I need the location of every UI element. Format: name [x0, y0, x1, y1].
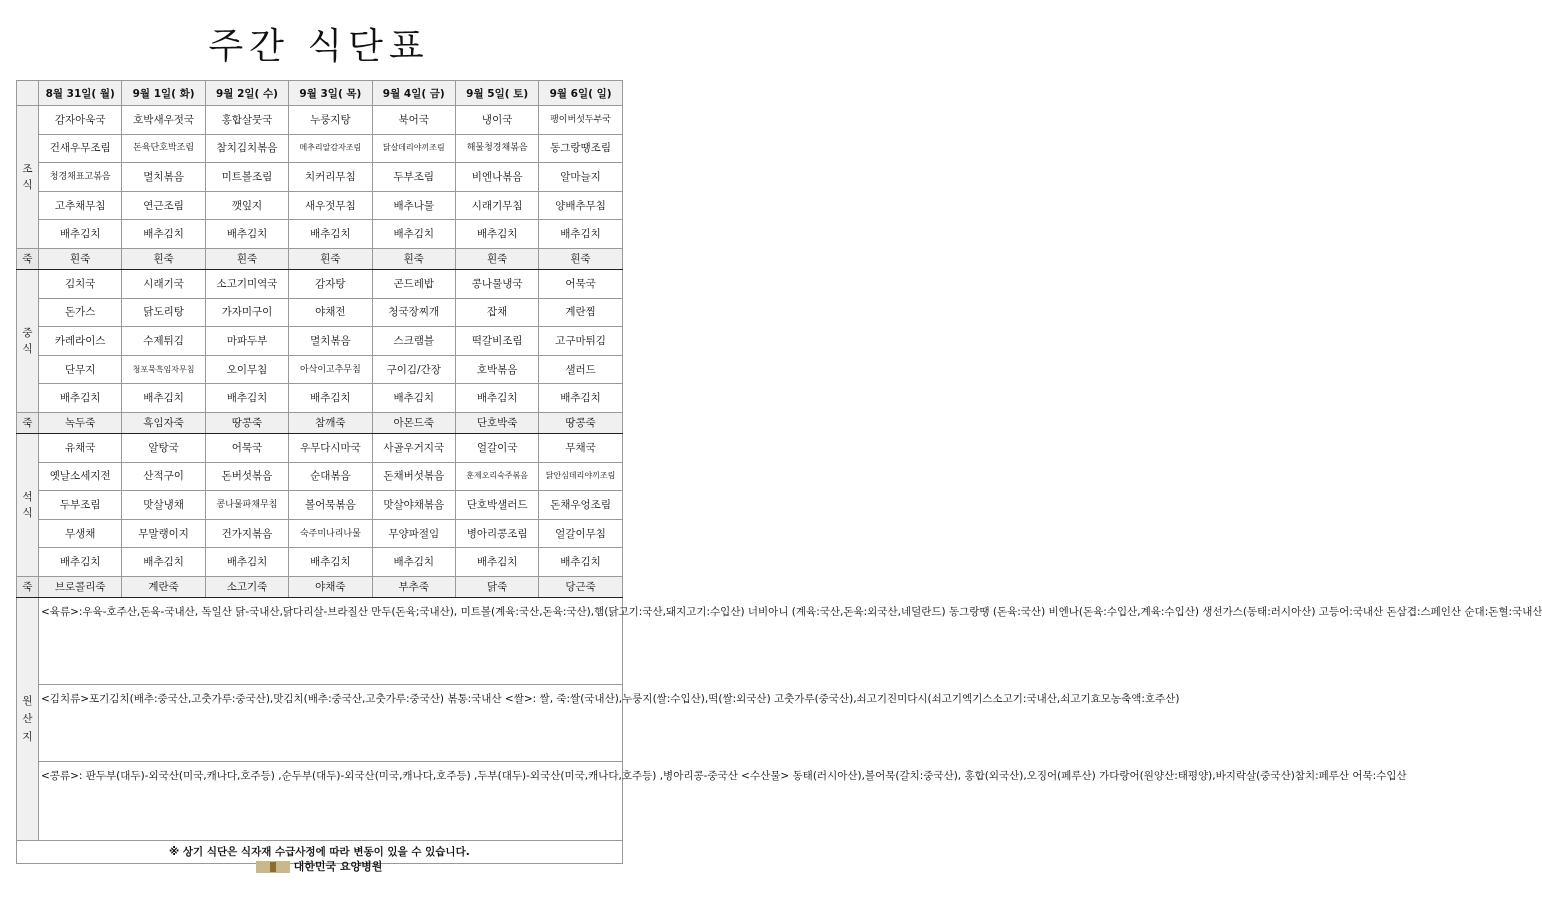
dinner-label: 석 식 [17, 433, 39, 576]
menu-item: 아삭이고추무침 [289, 355, 372, 384]
menu-item: 무말랭이지 [122, 519, 205, 548]
menu-item: 해물청경채볶음 [455, 134, 538, 163]
menu-item: 어묵국 [205, 433, 288, 462]
menu-item: 알마늘지 [539, 163, 622, 192]
menu-item: 고구마튀김 [539, 327, 622, 356]
day-header: 9월 5일( 토) [455, 81, 538, 106]
origin-label: 원 산 지 [17, 597, 39, 840]
menu-item: 배추김치 [289, 220, 372, 249]
menu-item: 샐러드 [539, 355, 622, 384]
menu-item: 깻잎지 [205, 191, 288, 220]
weekly-menu-table [16, 80, 1542, 864]
day-header: 9월 3일( 목) [289, 81, 372, 106]
menu-item: 호박볶음 [455, 355, 538, 384]
menu-item: 시래기국 [122, 269, 205, 298]
dinner-row [17, 462, 623, 491]
menu-item: 두부조림 [372, 163, 455, 192]
menu-item: 홍합살뭇국 [205, 106, 288, 135]
menu-item: 배추김치 [539, 548, 622, 577]
porridge-item: 야채죽 [289, 576, 372, 597]
menu-item: 감자아욱국 [39, 106, 122, 135]
origin-info [39, 597, 1542, 840]
menu-item: 배추김치 [372, 220, 455, 249]
menu-item: 무양파절임 [372, 519, 455, 548]
porridge-item: 브로콜리죽 [39, 576, 122, 597]
porridge-label: 죽 [17, 412, 39, 433]
menu-item: 닭안심데리야끼조림 [539, 462, 622, 491]
porridge-item: 흑임자죽 [122, 412, 205, 433]
breakfast-row [17, 106, 623, 135]
lunch-row [17, 269, 623, 298]
menu-item: 옛날소세지전 [39, 462, 122, 491]
menu-item: 배추김치 [39, 220, 122, 249]
menu-item: 김치국 [39, 269, 122, 298]
menu-item: 사골우거지국 [372, 433, 455, 462]
menu-item: 배추김치 [205, 384, 288, 413]
menu-item: 계란찜 [539, 298, 622, 327]
menu-item: 소고기미역국 [205, 269, 288, 298]
menu-item: 돈육단호박조림 [122, 134, 205, 163]
menu-item: 병아리콩조림 [455, 519, 538, 548]
menu-item: 배추김치 [122, 548, 205, 577]
menu-item: 호박새우젓국 [122, 106, 205, 135]
menu-item: 얼갈이국 [455, 433, 538, 462]
lunch-label: 중 식 [17, 269, 39, 412]
menu-item: 돈가스 [39, 298, 122, 327]
porridge-item: 아몬드죽 [372, 412, 455, 433]
menu-item: 콩나물냉국 [455, 269, 538, 298]
lunch-porridge-row [17, 412, 623, 433]
menu-item: 훈제오리숙주볶음 [455, 462, 538, 491]
dinner-row [17, 548, 623, 577]
menu-item: 배추김치 [539, 220, 622, 249]
lunch-row [17, 327, 623, 356]
porridge-item: 계란죽 [122, 576, 205, 597]
porridge-item: 흰죽 [372, 248, 455, 269]
lunch-row [17, 355, 623, 384]
dinner-row [17, 519, 623, 548]
menu-item: 곤드레밥 [372, 269, 455, 298]
menu-item: 배추김치 [205, 220, 288, 249]
lunch-row [17, 298, 623, 327]
porridge-item: 단호박죽 [455, 412, 538, 433]
menu-item: 연근조림 [122, 191, 205, 220]
menu-item: 멸치볶음 [122, 163, 205, 192]
menu-item: 배추김치 [455, 384, 538, 413]
menu-item: 배추김치 [455, 548, 538, 577]
porridge-item: 흰죽 [455, 248, 538, 269]
menu-item: 마파두부 [205, 327, 288, 356]
breakfast-porridge-row [17, 248, 623, 269]
breakfast-row [17, 220, 623, 249]
origin-kimchi: <김치류>포기김치(배추:중국산,고춧가루:중국산),맛김치(배추:중국산,고춧가루:중국산) 볶통:국내산 <쌀>: 쌀, 죽:쌀(국내산),누룽지(쌀:수입산),떡(쌀:외국산) 고춧가루(중국산),쇠고기진미다시(쇠고기엑기스소고기:국내산,쇠고기효모농축액:호주산) [39, 685, 622, 762]
menu-item: 누룽지탕 [289, 106, 372, 135]
menu-item: 배추김치 [372, 548, 455, 577]
menu-item: 알탕국 [122, 433, 205, 462]
menu-item: 청경채표고볶음 [39, 163, 122, 192]
menu-item: 배추김치 [372, 384, 455, 413]
day-header: 9월 6일( 일) [539, 81, 622, 106]
menu-item: 무생채 [39, 519, 122, 548]
menu-item: 메추리알감자조림 [289, 134, 372, 163]
day-header: 8월 31일( 월) [39, 81, 122, 106]
menu-item: 순대볶음 [289, 462, 372, 491]
menu-item: 양배추무침 [539, 191, 622, 220]
menu-item: 돈채우엉조림 [539, 491, 622, 520]
porridge-item: 흰죽 [39, 248, 122, 269]
menu-item: 닭살데리야끼조림 [372, 134, 455, 163]
menu-item: 맛살냉채 [122, 491, 205, 520]
dinner-row [17, 491, 623, 520]
menu-item: 잡채 [455, 298, 538, 327]
menu-item: 카레라이스 [39, 327, 122, 356]
menu-item: 배추김치 [122, 384, 205, 413]
menu-item: 비엔나볶음 [455, 163, 538, 192]
menu-item: 돈채버섯볶음 [372, 462, 455, 491]
origin-beans: <콩류>: 판두부(대두)-외국산(미국,캐나다,호주등) ,순두부(대두)-외국산(미국,캐나다,호주등) ,두부(대두)-외국산(미국,캐나다,호주등) ,병아리콩-중국산 <수산물> 동태(러시아산),볼어묵(갈치:중국산), 홍합(외국산),오징어(페루산) 가다랑어(원양산:태평양),바지락살(중국산)참치:페루산 어묵:수입산 [41, 769, 1407, 782]
menu-item: 팽이버섯두부국 [539, 106, 622, 135]
menu-item: 고추채무침 [39, 191, 122, 220]
porridge-item: 닭죽 [455, 576, 538, 597]
menu-item: 무채국 [539, 433, 622, 462]
menu-item: 새우젓무침 [289, 191, 372, 220]
menu-item: 참치김치볶음 [205, 134, 288, 163]
origin-row [17, 597, 623, 840]
menu-item: 배추김치 [289, 384, 372, 413]
menu-item: 얼갈이무침 [539, 519, 622, 548]
menu-item: 냉이국 [455, 106, 538, 135]
day-header: 9월 1일( 화) [122, 81, 205, 106]
menu-item: 가자미구이 [205, 298, 288, 327]
menu-item: 미트볼조림 [205, 163, 288, 192]
menu-item: 오이무침 [205, 355, 288, 384]
day-header: 9월 2일( 수) [205, 81, 288, 106]
origin-meat: <육류>:우육-호주산,돈육-국내산, 독일산 닭-국내산,닭다리살-브라질산 만두(돈육;국내산), 미트볼(계육:국산,돈육:국산),햄(닭고기:국산,돼지고기:수입산) 너비아니 (계육:국산,돈육:외국산,네덜란드) 동그랑땡 (돈육:국산) 비엔나(돈육:수입산,계육:수입산) 생선가스(동태:러시아산) 고등어:국내산 돈삼겹:스페인산 순대:돈혈:국내산 [39, 598, 622, 685]
menu-item: 맛살야채볶음 [372, 491, 455, 520]
menu-item: 배추김치 [39, 548, 122, 577]
menu-item: 우무다시마국 [289, 433, 372, 462]
menu-item: 치커리무침 [289, 163, 372, 192]
menu-item: 배추김치 [539, 384, 622, 413]
menu-item: 수제튀김 [122, 327, 205, 356]
corner-cell [17, 81, 39, 106]
porridge-item: 당근죽 [539, 576, 622, 597]
page-title: 주간 식단표 [208, 26, 430, 67]
menu-item: 배추김치 [455, 220, 538, 249]
hospital-name: 대한민국 요양병원 [293, 860, 383, 873]
lunch-row [17, 384, 623, 413]
menu-item: 단무지 [39, 355, 122, 384]
menu-item: 어묵국 [539, 269, 622, 298]
breakfast-row [17, 134, 623, 163]
menu-item: 떡갈비조림 [455, 327, 538, 356]
menu-item: 멸치볶음 [289, 327, 372, 356]
menu-item: 건가지볶음 [205, 519, 288, 548]
menu-item: 청포묵흑임자무침 [122, 355, 205, 384]
menu-item: 유채국 [39, 433, 122, 462]
menu-item: 구이김/간장 [372, 355, 455, 384]
menu-item: 두부조림 [39, 491, 122, 520]
menu-item: 숙주미나리나물 [289, 519, 372, 548]
porridge-item: 흰죽 [122, 248, 205, 269]
dinner-porridge-row [17, 576, 623, 597]
menu-item: 돈버섯볶음 [205, 462, 288, 491]
breakfast-label: 조 식 [17, 106, 39, 249]
porridge-item: 흰죽 [539, 248, 622, 269]
porridge-item: 부추죽 [372, 576, 455, 597]
menu-item: 동그랑땡조림 [539, 134, 622, 163]
menu-item: 배추나물 [372, 191, 455, 220]
dinner-row [17, 433, 623, 462]
breakfast-row [17, 163, 623, 192]
menu-item: 배추김치 [122, 220, 205, 249]
porridge-item: 흰죽 [205, 248, 288, 269]
porridge-item: 참깨죽 [289, 412, 372, 433]
menu-item: 닭도리탕 [122, 298, 205, 327]
menu-item: 북어국 [372, 106, 455, 135]
day-header-row [17, 81, 623, 106]
porridge-item: 땅콩죽 [205, 412, 288, 433]
day-header: 9월 4일( 금) [372, 81, 455, 106]
breakfast-row [17, 191, 623, 220]
porridge-item: 흰죽 [289, 248, 372, 269]
menu-item: 시래기무침 [455, 191, 538, 220]
menu-item: 단호박샐러드 [455, 491, 538, 520]
menu-item: 감자탕 [289, 269, 372, 298]
menu-item: 배추김치 [205, 548, 288, 577]
notice-text: ※ 상기 식단은 식자재 수급사정에 따라 변동이 있을 수 있습니다. [17, 840, 623, 863]
menu-item: 콩나물파채무침 [205, 491, 288, 520]
hospital-logo-icon [256, 861, 290, 873]
menu-item: 산적구이 [122, 462, 205, 491]
menu-item: 배추김치 [289, 548, 372, 577]
porridge-item: 땅콩죽 [539, 412, 622, 433]
menu-item: 스크램블 [372, 327, 455, 356]
menu-item: 청국장찌개 [372, 298, 455, 327]
menu-item: 건새우무조림 [39, 134, 122, 163]
porridge-label: 죽 [17, 248, 39, 269]
porridge-item: 녹두죽 [39, 412, 122, 433]
porridge-item: 소고기죽 [205, 576, 288, 597]
hospital-footer [0, 858, 638, 874]
porridge-label: 죽 [17, 576, 39, 597]
menu-item: 야채전 [289, 298, 372, 327]
menu-item: 볼어묵볶음 [289, 491, 372, 520]
menu-item: 배추김치 [39, 384, 122, 413]
